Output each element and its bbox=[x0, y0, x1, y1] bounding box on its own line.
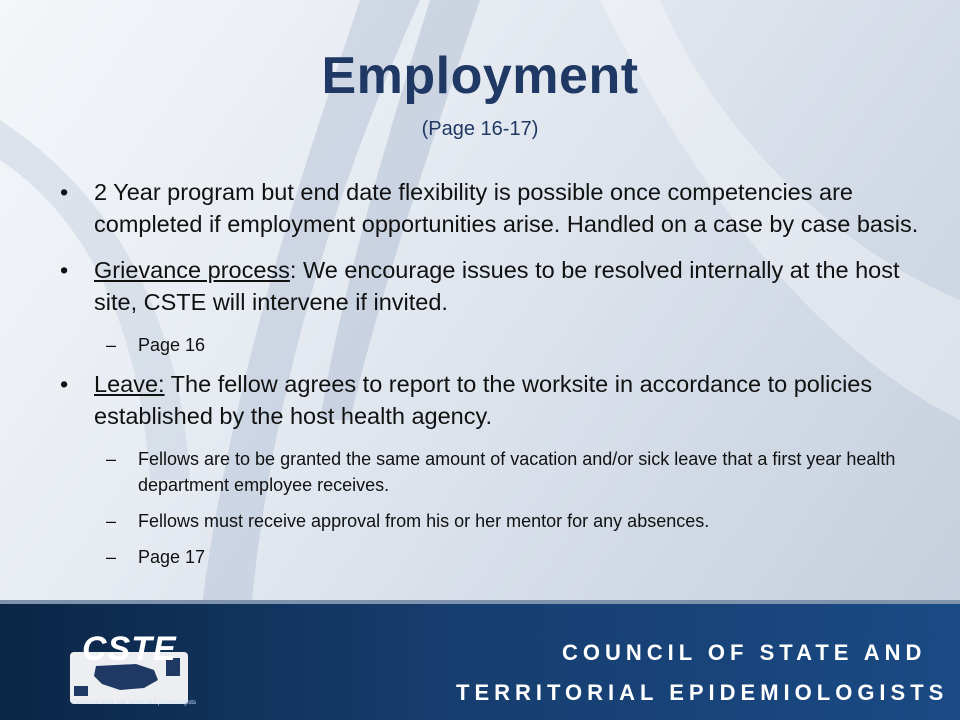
slide-subtitle: (Page 16-17) bbox=[421, 118, 539, 140]
sub-bullet-text: Page 16 bbox=[138, 335, 206, 355]
bullet-text: : We encourage issues to be resolved internally at the host site, CSTE will intervene if invited. bbox=[94, 257, 900, 315]
bullet-list bbox=[58, 176, 938, 580]
logo-wordmark: CSTE bbox=[82, 630, 177, 668]
bullet-leave bbox=[58, 368, 938, 432]
bullet-marker: • bbox=[60, 257, 69, 283]
bullet-label: Leave: bbox=[94, 371, 165, 397]
sub-bullet-page-16 bbox=[58, 332, 938, 358]
sub-bullet-marker: – bbox=[106, 547, 117, 567]
sub-bullet-vacation bbox=[58, 446, 938, 498]
bullet-label: Grievance process bbox=[94, 257, 290, 283]
sub-bullet-marker: – bbox=[106, 449, 117, 469]
sub-bullet-page-17 bbox=[58, 544, 938, 570]
sub-bullet-text: Fellows are to be granted the same amount of vacation and/or sick leave that a first year health department employee receives. bbox=[138, 449, 896, 495]
org-name-line-2: TERRITORIAL EPIDEMIOLOGISTS bbox=[456, 680, 949, 705]
bullet-program-length bbox=[58, 176, 938, 240]
sub-bullet-text: Page 17 bbox=[138, 547, 206, 567]
bullet-marker: • bbox=[60, 371, 69, 397]
logo-tagline: Council of State and Territorial Epidemiologists bbox=[72, 700, 196, 706]
sub-bullet-text: Fellows must receive approval from his or her mentor for any absences. bbox=[138, 511, 710, 531]
bullet-marker: • bbox=[60, 179, 69, 205]
sub-bullet-approval bbox=[58, 508, 938, 534]
sub-bullet-marker: – bbox=[106, 335, 117, 355]
slide-title: Employment bbox=[321, 47, 639, 105]
bullet-text: 2 Year program but end date flexibility is possible once competencies are completed if employment opportunities arise. Handled on a case by case basis. bbox=[94, 179, 919, 237]
sub-bullet-marker: – bbox=[106, 511, 117, 531]
bullet-grievance bbox=[58, 254, 938, 318]
bullet-text: The fellow agrees to report to the worksite in accordance to policies established by the host health agency. bbox=[94, 371, 873, 429]
org-name-line-1: COUNCIL OF STATE AND bbox=[562, 640, 927, 665]
